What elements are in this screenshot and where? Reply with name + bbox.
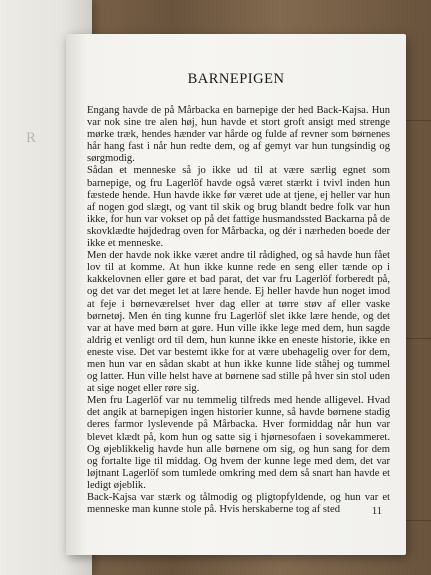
page-number: 11 [371, 506, 382, 517]
chapter-title: BARNEPIGEN [187, 71, 285, 87]
paragraph: Men der havde nok ikke været andre til rådighed, og så havde hun fået lov til at komme. At hun ikke kunne rede en seng eller tænde op i kakkelovnen eller gøre et bad parat, det var fru Lagerlöf forberedt på, og det var det meget let at lære hende. Ej heller havde hun noget imod at feje i børneværelset hver dag eller at tørre støv af eller vaske børnetøj. Men én ting kunne fru Lagerlöf slet ikke lære hende, og det var at have med børn at gøre. Hun ville ikke lege med dem, hun sagde aldrig et venligt ord til dem, hun kunne ikke en eneste historie, ikke en eneste vise. Det var bestemt ikke for at være ubehagelig over for dem, men hun var en sådan skabt at hun ikke kunne lide ståhej og tummel og latter. Hun ville helst have at børnene sad stille på hver sin stol uden at sige noget eller røre sig. [87, 250, 390, 395]
book-page [66, 34, 406, 555]
show-through-text: R [26, 130, 38, 146]
body-text [87, 105, 390, 516]
paragraph: Engang havde de på Mårbacka en barnepige der hed Back-Kajsa. Hun var nok sine tre alen høj, hun havde et stort groft ansigt med strenge mørke træk, hendes hænder var hårde og fulde af revner som børnenes hår hang fast i når hun redte dem, og af gemyt var hun tungsindig og sørgmodig. [87, 105, 390, 165]
paragraph: Men fru Lagerlöf var nu temmelig tilfreds med hende alligevel. Hvad det angik at barnepigen ingen historier kunne, så havde børnene stadig deres farmor lyslevende på Mårbacka. Hver formiddag når hun var blevet klædt på, kom hun og satte sig i hjørnesofaen i sovekammeret. Og øjeblikkelig havde hun alle børnene om sig, og hun sang for dem og fortalte lige til middag. Og hvem der kunne lege med dem, det var løjtnant Lagerlöf som tumlede omkring med dem så snart han havde et ledigt øjeblik. [87, 395, 390, 491]
paragraph: Back-Kajsa var stærk og tålmodig og pligtopfyldende, og hun var et menneske man kunne stole på. Hvis herskaberne tog af sted [87, 492, 390, 516]
paragraph: Sådan et menneske så jo ikke ud til at være særlig egnet som barnepige, og fru Lagerlöf havde også været stærkt i tvivl inden hun fæstede hende. Hun havde ikke før været ude at tjene, ej heller var hun af nogen god slægt, og vant til skik og brug blandt bedre folk var hun ikke, for hun var vokset op på det fattige husmandssted Backarna på de skovklædte højdedrag oven for Mårbacka, og dér i nærheden boede der ikke et menneske. [87, 165, 390, 250]
